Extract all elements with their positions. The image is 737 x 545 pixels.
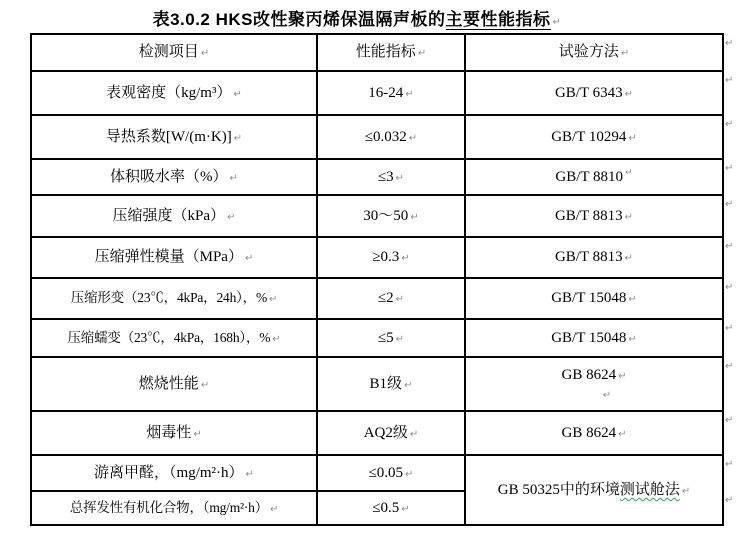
paragraph-mark-icon: ↵	[395, 172, 405, 184]
paragraph-mark-icon: ↵	[405, 88, 414, 100]
cell-text: 16-24	[368, 84, 404, 101]
table-row	[31, 71, 723, 115]
paragraph-mark-icon: ↵	[272, 333, 281, 345]
cell-text: GB 8624	[561, 424, 617, 441]
paragraph-mark-icon: ↵	[602, 390, 612, 402]
cell-text: GB/T 15048	[551, 329, 627, 346]
cell-performance-value[interactable]	[317, 71, 465, 115]
paragraph-mark-icon: ↵	[233, 88, 242, 100]
cell-test-method[interactable]	[465, 411, 723, 455]
cell-text: 总挥发性有机化合物，（mg/m²·h）	[69, 499, 269, 515]
paragraph-mark-icon: ↵	[404, 379, 413, 391]
cell-test-item[interactable]	[31, 491, 317, 525]
cell-performance-value[interactable]	[317, 357, 465, 411]
paragraph-mark-icon: ↵	[245, 468, 254, 480]
table-row	[31, 357, 723, 411]
table-row	[31, 159, 723, 195]
cell-test-item[interactable]	[31, 115, 317, 159]
cell-test-item[interactable]	[31, 159, 317, 195]
cell-text: B1级	[369, 375, 403, 392]
paragraph-mark-icon: ↵	[725, 415, 734, 426]
paragraph-mark-icon: ↵	[200, 48, 210, 60]
header-row	[31, 34, 723, 71]
cell-test-method[interactable]	[465, 278, 723, 319]
header-text: 检测项目	[138, 44, 199, 61]
method-line	[469, 127, 719, 147]
paragraph-mark-icon: ↵	[227, 211, 236, 223]
cell-test-item[interactable]	[31, 71, 317, 115]
paragraph-mark-icon: ↵	[410, 211, 419, 223]
paragraph-mark-icon: ↵	[618, 428, 627, 440]
cell-text: ≤2	[377, 290, 394, 307]
cell-performance-value[interactable]	[317, 491, 465, 525]
method-line	[469, 480, 719, 500]
empty-paragraph-line	[469, 385, 719, 403]
paragraph-mark-icon: ↵	[200, 379, 210, 391]
paragraph-mark-icon: ↵	[395, 294, 405, 306]
row-end-gutter	[725, 0, 737, 545]
cell-text: GB/T 6343	[554, 84, 623, 101]
method-line	[469, 328, 719, 348]
paragraph-mark-icon: ↵	[628, 294, 637, 306]
performance-table	[30, 33, 724, 526]
header-cell-method[interactable]	[465, 34, 723, 71]
method-line	[469, 83, 719, 103]
paragraph-mark-icon: ↵	[233, 132, 243, 144]
header-cell-item[interactable]	[31, 34, 317, 71]
cell-test-item[interactable]	[31, 278, 317, 319]
table-row	[31, 115, 723, 159]
cell-text: GB/T 8813	[554, 207, 623, 224]
paragraph-mark-icon: ↵	[725, 459, 734, 470]
paragraph-mark-icon: ↵	[620, 48, 630, 60]
paragraph-mark-icon: ↵	[628, 333, 637, 345]
cell-performance-value[interactable]	[317, 237, 465, 278]
paragraph-mark-icon: ↵	[401, 503, 410, 515]
cell-text: ≤0.5	[372, 499, 400, 516]
cell-text: GB/T 15048	[551, 290, 627, 307]
paragraph-mark-icon: ↵	[269, 294, 278, 306]
header-text: 性能指标	[355, 44, 416, 61]
cell-text: ≤0.032	[364, 128, 407, 145]
cell-test-item[interactable]	[31, 319, 317, 357]
table-row	[31, 319, 723, 357]
title-text: 表3.0.2 HKS改性聚丙烯保温隔声板的	[152, 10, 446, 29]
paragraph-mark-icon: ↵	[725, 75, 734, 86]
paragraph-mark-icon: ↵	[725, 119, 734, 130]
paragraph-mark-icon: ↵	[193, 428, 202, 440]
method-line	[469, 365, 719, 385]
paragraph-mark-icon: ↵	[401, 253, 410, 265]
grammar-flagged-text: 测试舱法	[619, 481, 680, 498]
cell-test-method[interactable]	[465, 159, 723, 195]
paragraph-mark-icon: ↵	[628, 132, 637, 144]
table-body	[31, 71, 723, 525]
cell-test-item[interactable]	[31, 411, 317, 455]
cell-performance-value[interactable]	[317, 115, 465, 159]
cell-test-method[interactable]	[465, 319, 723, 357]
paragraph-mark-icon: ↵	[624, 88, 634, 100]
cell-text: GB/T 10294	[551, 128, 627, 145]
cell-text: 压缩弹性模量（MPa）	[94, 249, 243, 266]
table-row	[31, 455, 723, 491]
paragraph-mark-icon: ↵	[552, 17, 562, 28]
paragraph-mark-icon: ↵	[725, 241, 734, 252]
paragraph-mark-icon: ↵	[624, 211, 634, 223]
paragraph-mark-icon: ↵	[408, 132, 418, 144]
cell-performance-value[interactable]	[317, 319, 465, 357]
cell-test-method[interactable]	[465, 237, 723, 278]
paragraph-mark-icon: ↵	[270, 503, 279, 515]
cell-text: ≤5	[377, 329, 394, 346]
cell-text: ≤3	[377, 168, 394, 185]
method-line	[469, 167, 719, 187]
cell-text: 30～50	[363, 207, 409, 224]
cell-text: GB 50325中的环境	[497, 481, 620, 498]
paragraph-mark-icon: ↵	[229, 172, 238, 184]
paragraph-mark-icon: ↵	[395, 333, 405, 345]
header-text: 试验方法	[558, 44, 619, 61]
cell-test-method[interactable]	[465, 195, 723, 237]
cell-performance-value[interactable]	[317, 195, 465, 237]
cell-performance-value[interactable]	[317, 159, 465, 195]
cell-text: 压缩蠕变（23℃，4kPa，168h），%	[67, 329, 271, 345]
cell-text: 导热系数[W/(m·K)]	[105, 128, 232, 145]
table-row	[31, 237, 723, 278]
paragraph-mark-icon: ↵	[725, 38, 734, 49]
cell-text: 燃烧性能	[138, 375, 199, 392]
cell-performance-value[interactable]	[317, 278, 465, 319]
cell-performance-value[interactable]	[317, 411, 465, 455]
cell-text: 体积吸水率（%）	[110, 168, 228, 185]
paragraph-mark-icon: ↵	[725, 199, 734, 210]
paragraph-mark-icon: ↵	[681, 485, 691, 497]
cell-test-method[interactable]	[465, 71, 723, 115]
paragraph-mark-icon: ↵	[725, 282, 734, 293]
method-line	[469, 247, 719, 267]
paragraph-mark-icon: ↵	[244, 253, 254, 265]
table-row	[31, 195, 723, 237]
cell-test-method[interactable]	[465, 357, 723, 411]
paragraph-mark-icon: ↵	[725, 323, 734, 334]
paragraph-mark-icon: ↵	[624, 253, 634, 265]
title-underlined-text: 主要性能指标	[445, 10, 551, 29]
paragraph-mark-icon: ↵	[417, 48, 427, 60]
cell-text: ≥0.3	[372, 249, 400, 266]
cell-text: 表观密度（kg/m³）	[106, 84, 232, 101]
cell-text: GB 8624	[561, 366, 617, 383]
method-line	[469, 288, 719, 308]
paragraph-mark-icon: ↵	[725, 495, 734, 506]
paragraph-mark-icon: ↵	[405, 468, 414, 480]
cell-text: 压缩强度（kPa）	[112, 207, 226, 224]
method-line	[469, 206, 719, 226]
cell-test-method[interactable]	[465, 455, 723, 525]
page-title[interactable]	[0, 5, 714, 30]
paragraph-mark-icon: ↵	[725, 163, 734, 174]
header-cell-value[interactable]	[317, 34, 465, 71]
cell-text: 烟毒性	[146, 424, 192, 441]
cell-test-method[interactable]	[465, 115, 723, 159]
cell-test-item[interactable]	[31, 237, 317, 278]
paragraph-mark-icon: ↵	[409, 428, 419, 440]
table-row	[31, 411, 723, 455]
cell-test-item[interactable]	[31, 455, 317, 491]
cell-text: AQ2级	[363, 424, 408, 441]
method-line	[469, 423, 719, 443]
cell-text: GB/T 8810	[555, 168, 624, 185]
cell-performance-value[interactable]	[317, 455, 465, 491]
paragraph-mark-icon: ↵	[618, 370, 627, 382]
cell-text: 游离甲醛，（mg/m²·h）	[94, 464, 244, 481]
paragraph-mark-icon: ↵	[725, 361, 734, 372]
paragraph-mark-icon: ↵	[625, 167, 633, 178]
table-row	[31, 278, 723, 319]
cell-test-item[interactable]	[31, 195, 317, 237]
cell-text: 压缩形变（23℃，4kPa，24h），%	[70, 290, 268, 306]
cell-text: GB/T 8813	[554, 249, 623, 266]
cell-test-item[interactable]	[31, 357, 317, 411]
cell-text: ≤0.05	[368, 464, 404, 481]
